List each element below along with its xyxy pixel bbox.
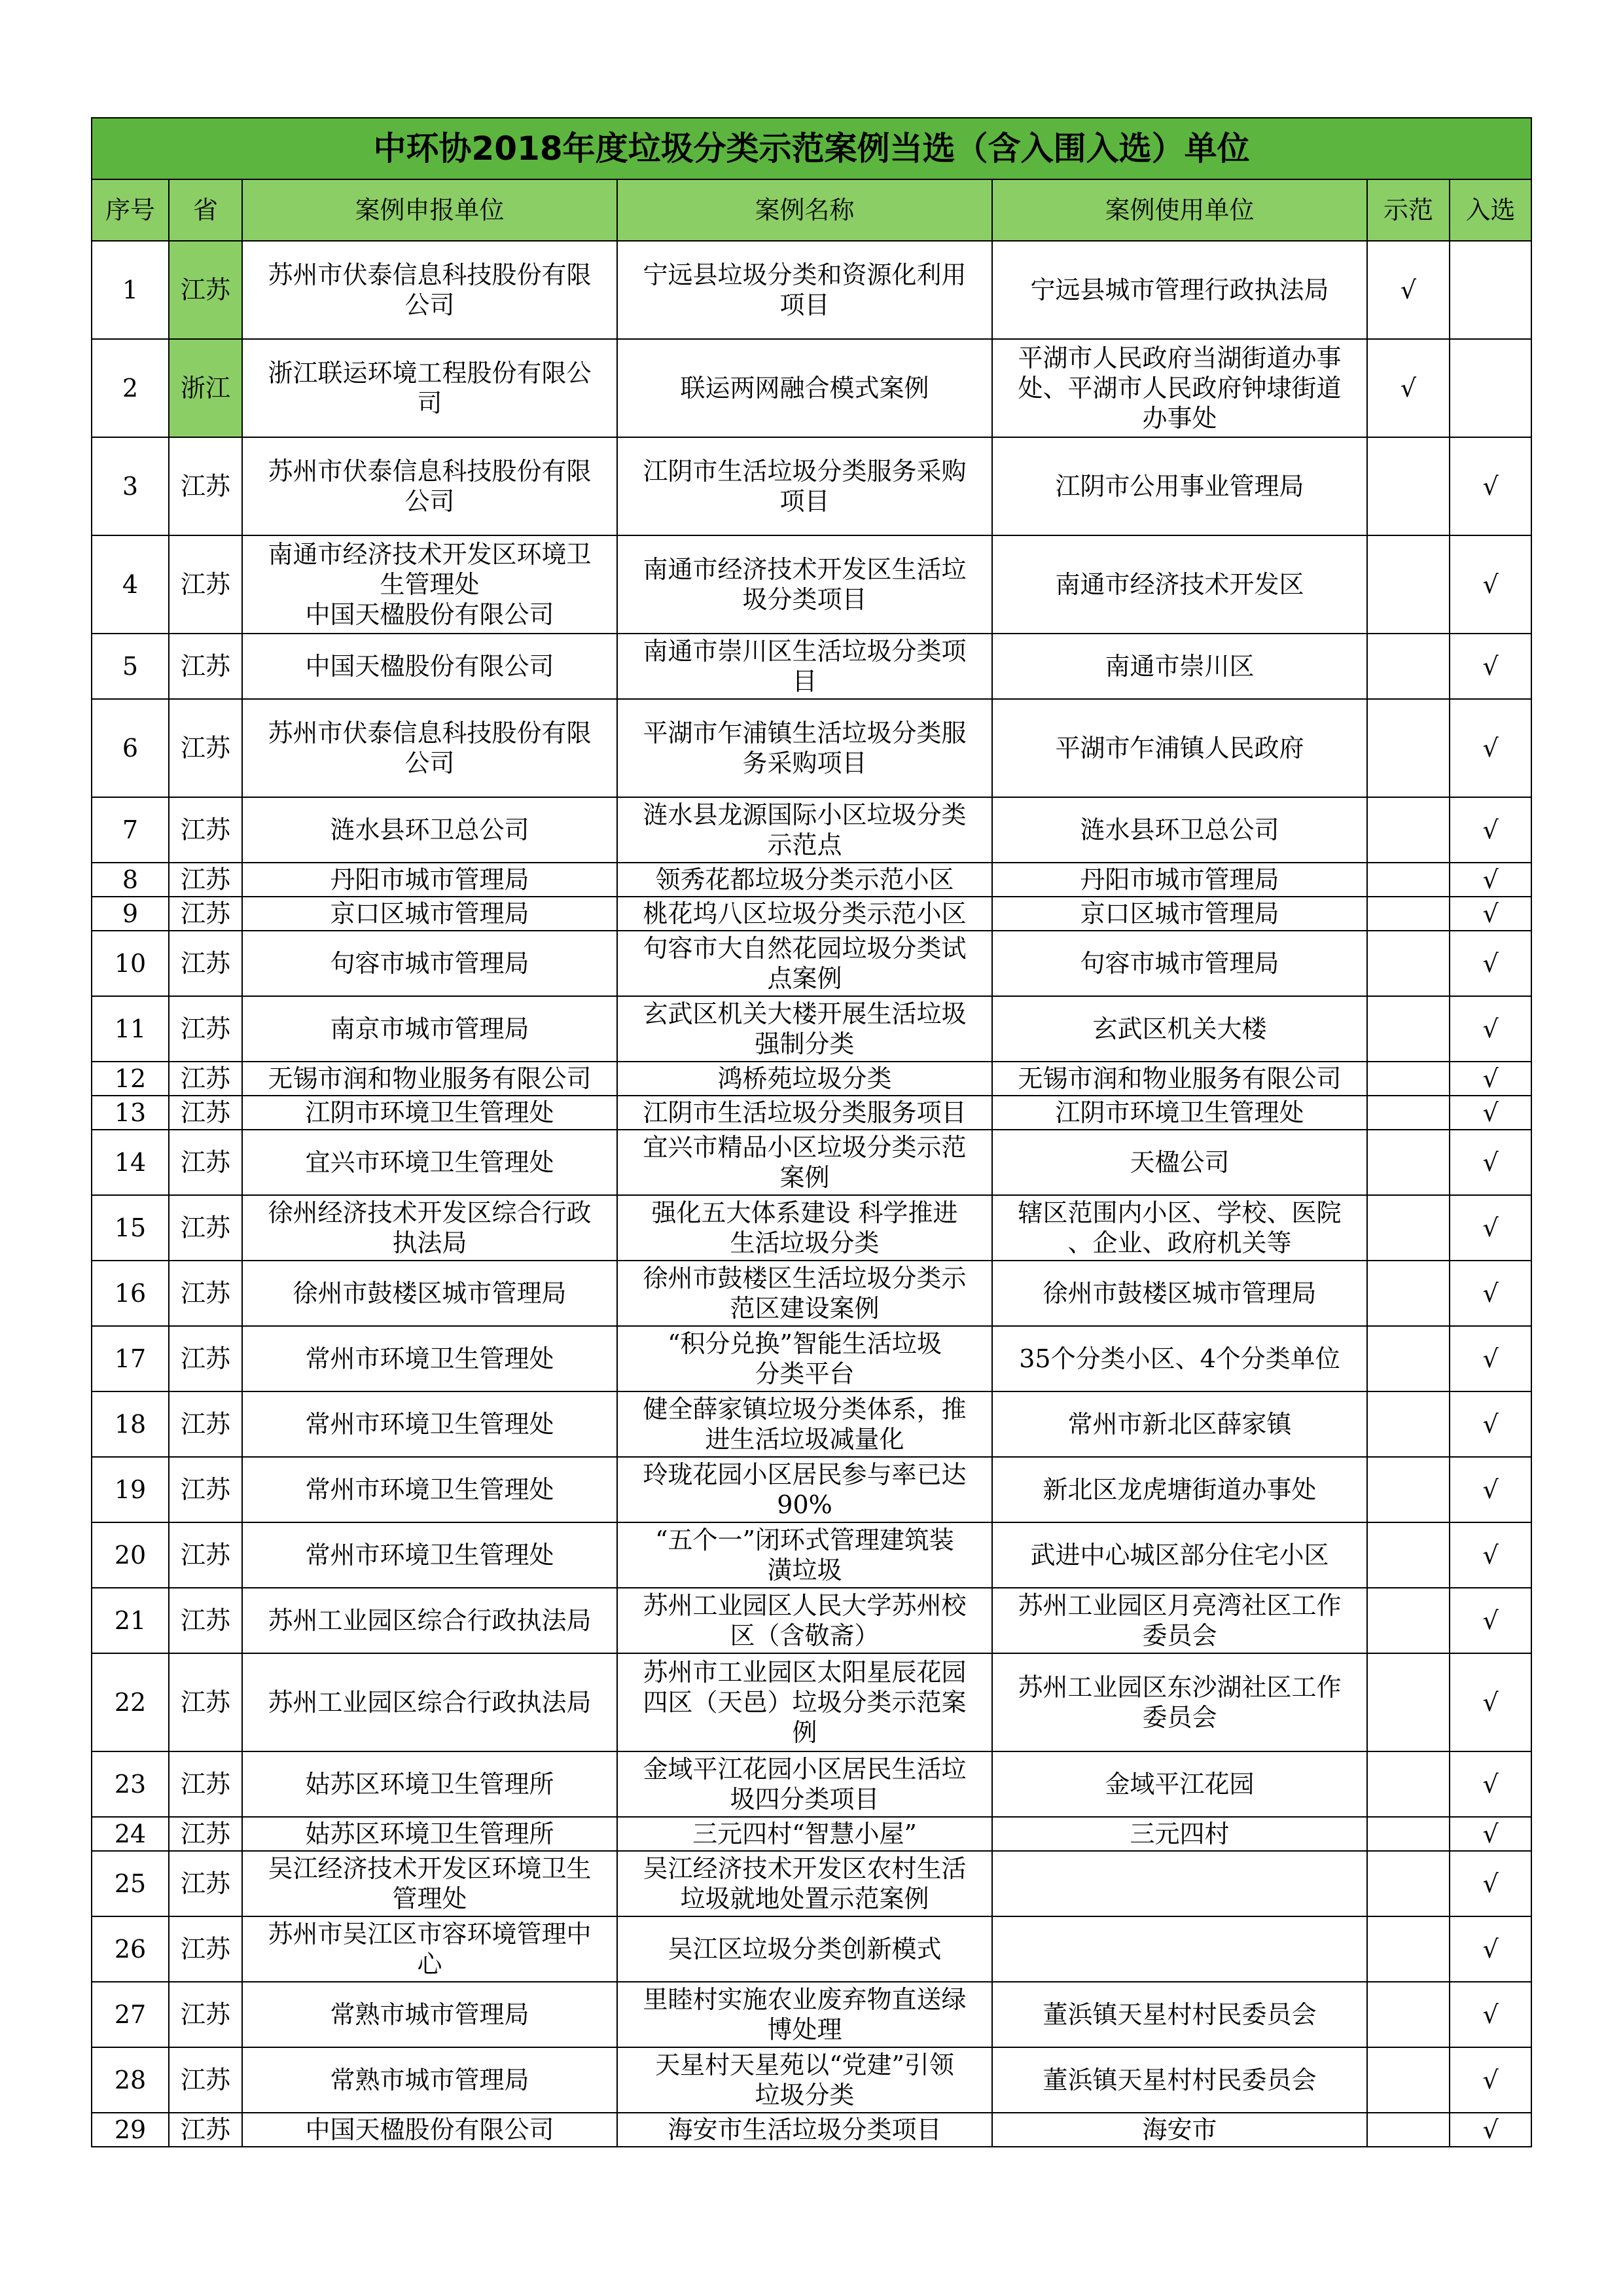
selected-mark-cell: √ <box>1450 1096 1531 1130</box>
case-name-cell: 强化五大体系建设 科学推进 生活垃圾分类 <box>617 1195 992 1261</box>
case-name-cell: 领秀花都垃圾分类示范小区 <box>617 863 992 897</box>
applicant-cell: 常州市环境卫生管理处 <box>242 1522 617 1588</box>
applicant-cell: 苏州工业园区综合行政执法局 <box>242 1653 617 1751</box>
row-number-cell: 24 <box>92 1817 169 1851</box>
demo-mark-cell <box>1367 1982 1450 2047</box>
province-cell: 江苏 <box>169 1916 242 1982</box>
selected-mark-cell: √ <box>1450 1261 1531 1326</box>
demo-mark-cell <box>1367 1817 1450 1851</box>
selected-mark-cell: √ <box>1450 1588 1531 1653</box>
row-number-cell: 7 <box>92 797 169 863</box>
table-row <box>92 897 1531 931</box>
case-name-cell: 南通市崇川区生活垃圾分类项 目 <box>617 634 992 699</box>
case-name-cell: 徐州市鼓楼区生活垃圾分类示 范区建设案例 <box>617 1261 992 1326</box>
user-unit-cell: 苏州工业园区月亮湾社区工作 委员会 <box>992 1588 1367 1653</box>
case-name-cell: 宁远县垃圾分类和资源化利用 项目 <box>617 241 992 339</box>
province-cell: 江苏 <box>169 437 242 535</box>
table-row <box>92 863 1531 897</box>
table-row <box>92 2113 1531 2147</box>
applicant-cell: 南京市城市管理局 <box>242 996 617 1062</box>
table-row <box>92 1522 1531 1588</box>
selected-mark-cell: √ <box>1450 1982 1531 2047</box>
header-province: 省 <box>169 179 242 241</box>
row-number-cell: 10 <box>92 931 169 996</box>
applicant-cell: 徐州市鼓楼区城市管理局 <box>242 1261 617 1326</box>
applicant-cell: 苏州市吴江区市容环境管理中 心 <box>242 1916 617 1982</box>
row-number-cell: 16 <box>92 1261 169 1326</box>
header-selected: 入选 <box>1450 179 1531 241</box>
user-unit-cell: 海安市 <box>992 2113 1367 2147</box>
applicant-cell: 江阴市环境卫生管理处 <box>242 1096 617 1130</box>
user-unit-cell: 平湖市人民政府当湖街道办事 处、平湖市人民政府钟埭街道 办事处 <box>992 339 1367 437</box>
demo-mark-cell <box>1367 1062 1450 1096</box>
province-cell: 江苏 <box>169 897 242 931</box>
applicant-cell: 常熟市城市管理局 <box>242 2047 617 2113</box>
demo-mark-cell <box>1367 1851 1450 1916</box>
applicant-cell: 常州市环境卫生管理处 <box>242 1457 617 1522</box>
row-number-cell: 4 <box>92 535 169 634</box>
selected-mark-cell: √ <box>1450 1851 1531 1916</box>
demo-mark-cell <box>1367 634 1450 699</box>
selected-mark-cell: √ <box>1450 1326 1531 1391</box>
row-number-cell: 22 <box>92 1653 169 1751</box>
selected-mark-cell: √ <box>1450 931 1531 996</box>
header-applicant: 案例申报单位 <box>242 179 617 241</box>
selected-mark-cell: √ <box>1450 1130 1531 1195</box>
case-name-cell: 健全薛家镇垃圾分类体系，推 进生活垃圾减量化 <box>617 1391 992 1457</box>
applicant-cell: 常熟市城市管理局 <box>242 1982 617 2047</box>
applicant-cell: 涟水县环卫总公司 <box>242 797 617 863</box>
row-number-cell: 15 <box>92 1195 169 1261</box>
province-cell: 江苏 <box>169 1653 242 1751</box>
case-name-cell: 苏州工业园区人民大学苏州校 区（含敬斋） <box>617 1588 992 1653</box>
province-cell: 江苏 <box>169 1982 242 2047</box>
user-unit-cell: 35个分类小区、4个分类单位 <box>992 1326 1367 1391</box>
province-cell: 江苏 <box>169 1851 242 1916</box>
table-row <box>92 931 1531 996</box>
demo-mark-cell <box>1367 535 1450 634</box>
user-unit-cell: 金域平江花园 <box>992 1751 1367 1817</box>
header-demo: 示范 <box>1367 179 1450 241</box>
table-row <box>92 1326 1531 1391</box>
demo-mark-cell <box>1367 699 1450 797</box>
table-row <box>92 1457 1531 1522</box>
cases-table <box>91 117 1532 2147</box>
applicant-cell: 苏州市伏泰信息科技股份有限 公司 <box>242 699 617 797</box>
applicant-cell: 浙江联运环境工程股份有限公 司 <box>242 339 617 437</box>
user-unit-cell: 武进中心城区部分住宅小区 <box>992 1522 1367 1588</box>
row-number-cell: 21 <box>92 1588 169 1653</box>
applicant-cell: 丹阳市城市管理局 <box>242 863 617 897</box>
selected-mark-cell: √ <box>1450 2113 1531 2147</box>
case-name-cell: 涟水县龙源国际小区垃圾分类 示范点 <box>617 797 992 863</box>
selected-mark-cell: √ <box>1450 1817 1531 1851</box>
province-cell: 浙江 <box>169 339 242 437</box>
user-unit-cell: 新北区龙虎塘街道办事处 <box>992 1457 1367 1522</box>
demo-mark-cell: √ <box>1367 339 1450 437</box>
province-cell: 江苏 <box>169 863 242 897</box>
case-name-cell: 江阴市生活垃圾分类服务项目 <box>617 1096 992 1130</box>
applicant-cell: 吴江经济技术开发区环境卫生 管理处 <box>242 1851 617 1916</box>
row-number-cell: 29 <box>92 2113 169 2147</box>
row-number-cell: 9 <box>92 897 169 931</box>
table-body <box>92 241 1531 2147</box>
applicant-cell: 京口区城市管理局 <box>242 897 617 931</box>
demo-mark-cell <box>1367 437 1450 535</box>
selected-mark-cell: √ <box>1450 1195 1531 1261</box>
case-name-cell: 吴江区垃圾分类创新模式 <box>617 1916 992 1982</box>
row-number-cell: 12 <box>92 1062 169 1096</box>
province-cell: 江苏 <box>169 2047 242 2113</box>
row-number-cell: 3 <box>92 437 169 535</box>
province-cell: 江苏 <box>169 1195 242 1261</box>
demo-mark-cell <box>1367 797 1450 863</box>
case-name-cell: 桃花坞八区垃圾分类示范小区 <box>617 897 992 931</box>
applicant-cell: 中国天楹股份有限公司 <box>242 634 617 699</box>
demo-mark-cell <box>1367 1195 1450 1261</box>
table-title: 中环协2018年度垃圾分类示范案例当选（含入围入选）单位 <box>92 118 1531 179</box>
applicant-cell: 常州市环境卫生管理处 <box>242 1326 617 1391</box>
selected-mark-cell: √ <box>1450 634 1531 699</box>
table-row <box>92 241 1531 339</box>
user-unit-cell: 江阴市环境卫生管理处 <box>992 1096 1367 1130</box>
demo-mark-cell <box>1367 1130 1450 1195</box>
applicant-cell: 宜兴市环境卫生管理处 <box>242 1130 617 1195</box>
demo-mark-cell <box>1367 1588 1450 1653</box>
user-unit-cell: 丹阳市城市管理局 <box>992 863 1367 897</box>
table-row <box>92 1062 1531 1096</box>
selected-mark-cell: √ <box>1450 1391 1531 1457</box>
case-name-cell: 玲珑花园小区居民参与率已达 90% <box>617 1457 992 1522</box>
case-name-cell: 里睦村实施农业废弃物直送绿 博处理 <box>617 1982 992 2047</box>
province-cell: 江苏 <box>169 1457 242 1522</box>
user-unit-cell: 句容市城市管理局 <box>992 931 1367 996</box>
table-row <box>92 1982 1531 2047</box>
applicant-cell: 常州市环境卫生管理处 <box>242 1391 617 1457</box>
case-name-cell: 联运两网融合模式案例 <box>617 339 992 437</box>
user-unit-cell: 涟水县环卫总公司 <box>992 797 1367 863</box>
table-row <box>92 1096 1531 1130</box>
province-cell: 江苏 <box>169 797 242 863</box>
table-row <box>92 1130 1531 1195</box>
user-unit-cell: 辖区范围内小区、学校、医院 、企业、政府机关等 <box>992 1195 1367 1261</box>
demo-mark-cell <box>1367 2113 1450 2147</box>
demo-mark-cell <box>1367 1522 1450 1588</box>
row-number-cell: 18 <box>92 1391 169 1457</box>
table-row <box>92 699 1531 797</box>
demo-mark-cell <box>1367 1916 1450 1982</box>
demo-mark-cell <box>1367 1326 1450 1391</box>
user-unit-cell: 江阴市公用事业管理局 <box>992 437 1367 535</box>
table-row <box>92 1391 1531 1457</box>
table-row <box>92 1916 1531 1982</box>
selected-mark-cell: √ <box>1450 863 1531 897</box>
applicant-cell: 无锡市润和物业服务有限公司 <box>242 1062 617 1096</box>
case-name-cell: 海安市生活垃圾分类项目 <box>617 2113 992 2147</box>
row-number-cell: 25 <box>92 1851 169 1916</box>
applicant-cell: 姑苏区环境卫生管理所 <box>242 1751 617 1817</box>
selected-mark-cell: √ <box>1450 437 1531 535</box>
row-number-cell: 8 <box>92 863 169 897</box>
province-cell: 江苏 <box>169 1751 242 1817</box>
applicant-cell: 苏州市伏泰信息科技股份有限 公司 <box>242 437 617 535</box>
table-row <box>92 1653 1531 1751</box>
user-unit-cell <box>992 1916 1367 1982</box>
user-unit-cell: 玄武区机关大楼 <box>992 996 1367 1062</box>
demo-mark-cell <box>1367 931 1450 996</box>
demo-mark-cell: √ <box>1367 241 1450 339</box>
table-row <box>92 1751 1531 1817</box>
case-name-cell: 平湖市乍浦镇生活垃圾分类服 务采购项目 <box>617 699 992 797</box>
province-cell: 江苏 <box>169 1062 242 1096</box>
province-cell: 江苏 <box>169 931 242 996</box>
header-no: 序号 <box>92 179 169 241</box>
applicant-cell: 句容市城市管理局 <box>242 931 617 996</box>
demo-mark-cell <box>1367 1261 1450 1326</box>
user-unit-cell: 董浜镇天星村村民委员会 <box>992 1982 1367 2047</box>
row-number-cell: 20 <box>92 1522 169 1588</box>
case-name-cell: 三元四村“智慧小屋” <box>617 1817 992 1851</box>
header-case-name: 案例名称 <box>617 179 992 241</box>
case-name-cell: 句容市大自然花园垃圾分类试 点案例 <box>617 931 992 996</box>
selected-mark-cell: √ <box>1450 535 1531 634</box>
case-name-cell: “五个一”闭环式管理建筑装 潢垃圾 <box>617 1522 992 1588</box>
user-unit-cell: 南通市崇川区 <box>992 634 1367 699</box>
selected-mark-cell: √ <box>1450 1522 1531 1588</box>
user-unit-cell: 京口区城市管理局 <box>992 897 1367 931</box>
province-cell: 江苏 <box>169 2113 242 2147</box>
table-row <box>92 339 1531 437</box>
table-row <box>92 1817 1531 1851</box>
case-name-cell: 鸿桥苑垃圾分类 <box>617 1062 992 1096</box>
table-row <box>92 437 1531 535</box>
table-row <box>92 535 1531 634</box>
user-unit-cell: 董浜镇天星村村民委员会 <box>992 2047 1367 2113</box>
province-cell: 江苏 <box>169 699 242 797</box>
user-unit-cell <box>992 1851 1367 1916</box>
province-cell: 江苏 <box>169 1326 242 1391</box>
demo-mark-cell <box>1367 1096 1450 1130</box>
table-row <box>92 2047 1531 2113</box>
province-cell: 江苏 <box>169 1391 242 1457</box>
case-name-cell: 玄武区机关大楼开展生活垃圾 强制分类 <box>617 996 992 1062</box>
row-number-cell: 28 <box>92 2047 169 2113</box>
row-number-cell: 6 <box>92 699 169 797</box>
table-row <box>92 1851 1531 1916</box>
user-unit-cell: 徐州市鼓楼区城市管理局 <box>992 1261 1367 1326</box>
row-number-cell: 27 <box>92 1982 169 2047</box>
case-name-cell: 金域平江花园小区居民生活垃 圾四分类项目 <box>617 1751 992 1817</box>
header-user-unit: 案例使用单位 <box>992 179 1367 241</box>
province-cell: 江苏 <box>169 535 242 634</box>
user-unit-cell: 三元四村 <box>992 1817 1367 1851</box>
province-cell: 江苏 <box>169 241 242 339</box>
demo-mark-cell <box>1367 1457 1450 1522</box>
table-row <box>92 634 1531 699</box>
province-cell: 江苏 <box>169 1261 242 1326</box>
row-number-cell: 17 <box>92 1326 169 1391</box>
demo-mark-cell <box>1367 2047 1450 2113</box>
demo-mark-cell <box>1367 897 1450 931</box>
selected-mark-cell: √ <box>1450 699 1531 797</box>
demo-mark-cell <box>1367 863 1450 897</box>
case-name-cell: 宜兴市精品小区垃圾分类示范 案例 <box>617 1130 992 1195</box>
province-cell: 江苏 <box>169 996 242 1062</box>
selected-mark-cell: √ <box>1450 996 1531 1062</box>
table-row <box>92 996 1531 1062</box>
province-cell: 江苏 <box>169 1130 242 1195</box>
selected-mark-cell: √ <box>1450 897 1531 931</box>
row-number-cell: 23 <box>92 1751 169 1817</box>
selected-mark-cell: √ <box>1450 1457 1531 1522</box>
table-row <box>92 797 1531 863</box>
table-row <box>92 1195 1531 1261</box>
table-row <box>92 1588 1531 1653</box>
demo-mark-cell <box>1367 1751 1450 1817</box>
demo-mark-cell <box>1367 1653 1450 1751</box>
case-name-cell: 江阴市生活垃圾分类服务采购 项目 <box>617 437 992 535</box>
row-number-cell: 13 <box>92 1096 169 1130</box>
applicant-cell: 苏州市伏泰信息科技股份有限 公司 <box>242 241 617 339</box>
case-name-cell: 南通市经济技术开发区生活垃 圾分类项目 <box>617 535 992 634</box>
selected-mark-cell: √ <box>1450 1916 1531 1982</box>
selected-mark-cell: √ <box>1450 2047 1531 2113</box>
row-number-cell: 2 <box>92 339 169 437</box>
row-number-cell: 26 <box>92 1916 169 1982</box>
applicant-cell: 中国天楹股份有限公司 <box>242 2113 617 2147</box>
selected-mark-cell: √ <box>1450 1062 1531 1096</box>
row-number-cell: 1 <box>92 241 169 339</box>
selected-mark-cell: √ <box>1450 797 1531 863</box>
demo-mark-cell <box>1367 1391 1450 1457</box>
selected-mark-cell <box>1450 241 1531 339</box>
row-number-cell: 14 <box>92 1130 169 1195</box>
applicant-cell: 南通市经济技术开发区环境卫 生管理处 中国天楹股份有限公司 <box>242 535 617 634</box>
row-number-cell: 19 <box>92 1457 169 1522</box>
user-unit-cell: 南通市经济技术开发区 <box>992 535 1367 634</box>
province-cell: 江苏 <box>169 1817 242 1851</box>
demo-mark-cell <box>1367 996 1450 1062</box>
user-unit-cell: 天楹公司 <box>992 1130 1367 1195</box>
province-cell: 江苏 <box>169 1588 242 1653</box>
user-unit-cell: 苏州工业园区东沙湖社区工作 委员会 <box>992 1653 1367 1751</box>
user-unit-cell: 宁远县城市管理行政执法局 <box>992 241 1367 339</box>
province-cell: 江苏 <box>169 1096 242 1130</box>
user-unit-cell: 常州市新北区薛家镇 <box>992 1391 1367 1457</box>
applicant-cell: 苏州工业园区综合行政执法局 <box>242 1588 617 1653</box>
applicant-cell: 姑苏区环境卫生管理所 <box>242 1817 617 1851</box>
row-number-cell: 5 <box>92 634 169 699</box>
header-row <box>92 179 1531 241</box>
province-cell: 江苏 <box>169 1522 242 1588</box>
user-unit-cell: 平湖市乍浦镇人民政府 <box>992 699 1367 797</box>
case-name-cell: 吴江经济技术开发区农村生活 垃圾就地处置示范案例 <box>617 1851 992 1916</box>
user-unit-cell: 无锡市润和物业服务有限公司 <box>992 1062 1367 1096</box>
row-number-cell: 11 <box>92 996 169 1062</box>
selected-mark-cell <box>1450 339 1531 437</box>
case-name-cell: “积分兑换”智能生活垃圾 分类平台 <box>617 1326 992 1391</box>
province-cell: 江苏 <box>169 634 242 699</box>
case-name-cell: 苏州市工业园区太阳星辰花园 四区（天邑）垃圾分类示范案 例 <box>617 1653 992 1751</box>
table-row <box>92 1261 1531 1326</box>
selected-mark-cell: √ <box>1450 1751 1531 1817</box>
applicant-cell: 徐州经济技术开发区综合行政 执法局 <box>242 1195 617 1261</box>
selected-mark-cell: √ <box>1450 1653 1531 1751</box>
case-name-cell: 天星村天星苑以“党建”引领 垃圾分类 <box>617 2047 992 2113</box>
